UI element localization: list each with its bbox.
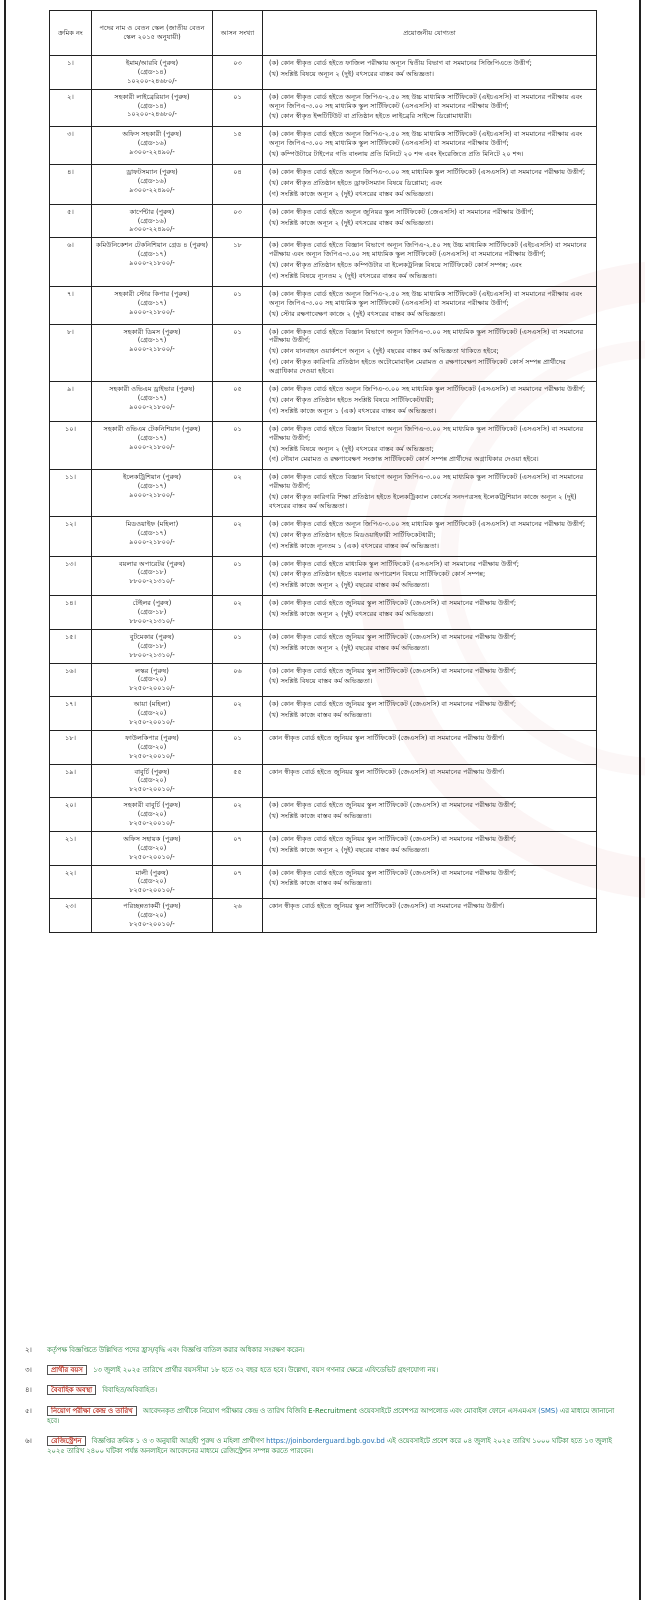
cell-seats: ০১ [213,286,263,324]
cell-seats: ০১ [213,89,263,127]
table-row [50,629,597,663]
post-scale: ৯০০০-২১৮০০/- [129,537,175,546]
post-scale: ৯০০০-২১৮০০/- [129,307,175,316]
qualification-line: (খ) কোন স্বীকৃত প্রতিষ্ঠান হইতে ড্রাফটসম্যান বিষয়ে ডিপ্লোমা; এবং [269,178,443,187]
table-header-row [50,11,597,56]
cell-seats: ০২ [213,470,263,517]
qualification-line: (খ) কোন স্বীকৃত প্রতিষ্ঠান হইতে কম্পিউটার বা ইলেকট্রনিক্স বিষয়ে সার্টিফিকেট কোর্স সম্পন্ন; এবং [269,261,522,270]
cell-sl: ৩। [50,127,92,165]
table-row [50,286,597,324]
post-grade: (গ্রেড-১৭) [137,250,167,259]
post-scale: ৯০০০-২১৮০০/- [129,259,175,268]
post-scale: ৯৩০০-২২৪৯০/- [129,148,175,157]
qualification-line: (খ) সংশ্লিষ্ট বিষয়ে অন্যূন ২ (দুই) বৎসরের বাস্তব কর্ম অভিজ্ঞতা। [269,69,434,78]
cell-sl: ১৯। [50,764,92,798]
cell-sl: ৭। [50,286,92,324]
table-row [50,324,597,381]
table-row [50,596,597,630]
post-scale: ৮২৫০-২০০১০/- [129,920,175,929]
post-name: সহকারী ওভিএম টেকনিশিয়ান (পুরুষ) [103,424,201,433]
post-scale: ৮৮০০-২১৩১০/- [129,616,175,625]
note-text: বিবাহিত/অবিবাহিত। [102,1386,158,1395]
cell-seats: ০৭ [213,865,263,899]
cell-qualification [263,204,597,238]
note-4 [25,1385,625,1395]
cell-sl: ১১। [50,470,92,517]
cell-post [92,382,213,422]
qualification-line: (গ) সংশ্লিষ্ট কাজে অন্যূন ১ (এক) বৎসরের বাস্তব কর্ম অভিজ্ঞতা। [269,406,437,415]
qualification-line: কোন স্বীকৃত বোর্ড হইতে জুনিয়র স্কুল সার্টিফিকেট (জেএসসি) বা সমমানের পরীক্ষায় উত্তীর্ণ। [269,767,505,776]
qualification-line: (ক) কোন স্বীকৃত বোর্ড হইতে বিজ্ঞান বিভাগে অন্যূন জিপিএ-২.৫০ সহ উচ্চ মাধ্যমিক সার্টিফিকেট (এইচএসসি) বা সমমানের পরীক্ষায় এবং অন্যূন জিপিএ-৩.০০ সহ মাধ্যমিক স্কুল সার্টিফিকেট (এসএসসি) বা সমমানের পরীক্ষায় উত্তীর্ণ; [269,241,587,259]
post-grade: (গ্রেড-১৬) [137,176,167,185]
qualification-line: (খ) সংশ্লিষ্ট কাজে অন্যূন ২ (দুই) বৎসরের বাস্তব কর্ম অভিজ্ঞতা। [269,218,434,227]
post-grade: (গ্রেড-১৬) [137,216,167,225]
cell-post [92,324,213,381]
cell-post [92,56,213,90]
cell-seats: ০১ [213,421,263,470]
qualification-line: (ক) কোন স্বীকৃত বোর্ড হইতে অন্যূন জিপিএ-২.৫০ সহ উচ্চ মাধ্যমিক সার্টিফিকেট (এইচএসসি) বা সমমানের পরীক্ষায় এবং অন্যূন জিপিএ-৩.০০ সহ মাধ্যমিক স্কুল সার্টিফিকেট (এসএসসি) বা সমমানের পরীক্ষায় উত্তীর্ণ; [269,92,583,110]
cell-sl: ৬। [50,238,92,287]
qualification-line: (খ) কোন স্বীকৃত প্রতিষ্ঠান হইতে বয়লার অপারেশন বিষয়ে সার্টিফিকেট কোর্স সম্পন্ন; [269,570,486,579]
posts-table [49,10,597,933]
note-2 [25,1345,625,1355]
cell-qualification [263,127,597,165]
qualification-line: (খ) কোন স্বীকৃত ইন্সটিটিউট বা প্রতিষ্ঠান হইতে লাইব্রেরি সাইন্সে ডিপ্লোমাধারী। [269,112,472,121]
post-grade: (গ্রেড-১৭) [137,298,167,307]
post-grade: (গ্রেড-২০) [137,675,167,684]
cell-seats: ১৫ [213,127,263,165]
qualification-line: (খ) সংশ্লিষ্ট বিষয়ে বাস্তব কর্ম অভিজ্ঞতা। [269,677,373,686]
cell-qualification [263,899,597,933]
table-row [50,382,597,422]
header-sl: ক্রমিক নং [50,11,92,56]
cell-sl: ২। [50,89,92,127]
cell-sl: ১৮। [50,730,92,764]
post-name: কমিউনিকেশন টেকনিশিয়ান গ্রেড ৪ (পুরুষ) [96,241,208,250]
qualification-line: (ক) কোন স্বীকৃত বোর্ড হইতে অন্যূন জিপিএ-৩.০০ সহ মাধ্যমিক স্কুল সার্টিফিকেট (এসএসসি) বা সমমানের পরীক্ষায় উত্তীর্ণ; [269,385,586,394]
cell-post [92,238,213,287]
note-sms: (SMS) [538,1406,558,1415]
post-scale: ১০২০০-২৪৬৮০/- [127,76,177,85]
qualification-line: (ক) কোন স্বীকৃত বোর্ড হইতে জুনিয়র স্কুল সার্টিফিকেট (জেএসসি) বা সমমানের পরীক্ষায় উত্তীর্ণ; [269,834,517,843]
cell-seats: ২৬ [213,899,263,933]
qualification-line: (ক) কোন স্বীকৃত বোর্ড হইতে জুনিয়র স্কুল সার্টিফিকেট (জেএসসি) বা সমমানের পরীক্ষায় উত্তীর্ণ; [269,632,517,641]
post-name: সহকারী ওভিএম ড্রাইভার (পুরুষ) [109,385,195,394]
post-grade: (গ্রেড-১৭) [137,482,167,491]
qualification-line: (গ) সংশ্লিষ্ট কাজে ন্যূনতম ১ (এক) বৎসরের বাস্তব কর্ম অভিজ্ঞতা। [269,541,439,550]
cell-post [92,865,213,899]
cell-sl: ১০। [50,421,92,470]
cell-seats: ০২ [213,798,263,832]
post-name: মিডওয়াইফ (মহিলা) [125,519,179,528]
note-label-exam: নিয়োগ পরীক্ষা কেন্দ্র ও তারিখ [47,1406,137,1416]
qualification-line: (ক) কোন স্বীকৃত বোর্ড হইতে মাধ্যমিক স্কুল সার্টিফিকেট (এসএসসি) বা সমমানের পরীক্ষায় উত্তীর্ণ; [269,559,520,568]
cell-post [92,764,213,798]
qualification-line: (খ) স্টোর রক্ষণাবেক্ষণ কাজে ২ (দুই) বৎসরের বাস্তব কর্ম অভিজ্ঞতা। [269,309,446,318]
cell-qualification [263,470,597,517]
post-grade: (গ্রেড-১৪) [137,101,167,110]
cell-sl: ১৬। [50,663,92,697]
cell-qualification [263,798,597,832]
qualification-line: (খ) সংশ্লিষ্ট কাজে বাস্তব কর্ম অভিজ্ঞতা। [269,711,372,720]
cell-qualification [263,421,597,470]
header-seats: আসন সংখ্যা [213,11,263,56]
qualification-line: (ক) কোন স্বীকৃত বোর্ড হইতে জুনিয়র স্কুল সার্টিফিকেট (জেএসসি) বা সমমানের পরীক্ষায় উত্তীর্ণ; [269,599,517,608]
post-scale: ৮২৫০-২০০১০/- [129,785,175,794]
table-row [50,89,597,127]
table-row [50,238,597,287]
header-qualification: প্রয়োজনীয় যোগ্যতা [263,11,597,56]
qualification-line: (খ) কোন স্বীকৃত কারিগরি শিক্ষা প্রতিষ্ঠান হইতে ইলেকট্রিক্যাল কোর্সের সনদপত্রসহ ইলেকট্রিশিয়ান কাজে অন্যূন ২ (দুই) বৎসরের বাস্তব কর্ম অভিজ্ঞতা। [269,493,577,510]
qualification-line: (ক) কোন স্বীকৃত বোর্ড হইতে অন্যূন জিপিএ-২.৫০ সহ উচ্চ মাধ্যমিক সার্টিফিকেট (এইচএসসি) বা সমমানের পরীক্ষায় এবং অন্যূন জিপিএ-৩.০০ সহ মাধ্যমিক স্কুল সার্টিফিকেট (এসএসসি) বা সমমানের পরীক্ষায় উত্তীর্ণ; [269,130,583,148]
qualification-line: (ক) কোন স্বীকৃত বোর্ড হইতে জুনিয়র স্কুল সার্টিফিকেট (জেএসসি) বা সমমানের পরীক্ষায় উত্তীর্ণ; [269,700,517,709]
post-scale: ৮২৫০-২০০১০/- [129,819,175,827]
qualification-line: (গ) কোন স্বীকৃত কারিগরি প্রতিষ্ঠান হইতে অটোমোবাইল মেরামত ও রক্ষণাবেক্ষণ সার্টিফিকেট কোর্স সম্পন্ন প্রার্থীদের অগ্রাধিকার দেওয়া হইবে। [269,358,566,376]
note-label-marital: বৈবাহিক অবস্থা [47,1385,96,1395]
post-scale: ৯৩০০-২২৪৯০/- [129,185,175,194]
cell-sl: ১৩। [50,556,92,596]
post-grade: (গ্রেড-২০) [137,810,167,819]
cell-qualification [263,730,597,764]
qualification-line: (খ) সংশ্লিষ্ট কাজে বাস্তব কর্ম অভিজ্ঞতা। [269,879,372,888]
cell-sl: ২০। [50,798,92,832]
post-name: কার্পেন্টার (পুরুষ) [129,207,175,216]
qualification-line: (ক) কোন স্বীকৃত বোর্ড হইতে বিজ্ঞান বিভাগে অন্যূন জিপিএ-৩.০০ সহ মাধ্যমিক স্কুল সার্টিফিকেট (এসএসসি) বা সমমানের পরীক্ষায় উত্তীর্ণ; [269,473,584,491]
page-border-left [4,0,6,1600]
post-scale: ৮২৫০-২০০১০/- [129,852,175,861]
cell-post [92,165,213,205]
qualification-line: (ক) কোন স্বীকৃত বোর্ড হইতে জুনিয়র স্কুল সার্টিফিকেট (জেএসসি) বা সমমানের পরীক্ষায় উত্তীর্ণ; [269,666,517,675]
note-text: ১৩ জুলাই ২০২৫ তারিখে প্রার্থীর বয়সসীমা ১৮ হতে ৩২ বছর হতে হবে। উল্লেখ্য, বয়স গণনার ক্ষেত্রে এফিডেভিট গ্রহণযোগ্য নয়। [92,1366,439,1375]
qualification-line: (ক) কোন স্বীকৃত বোর্ড হইতে জুনিয়র স্কুল সার্টিফিকেট (জেএসসি) বা সমমানের পরীক্ষায় উত্তীর্ণ; [269,801,517,810]
post-scale: ৮৮০০-২১৩১০/- [129,650,175,659]
post-name: মালী (পুরুষ) [135,868,169,877]
note-text: এই ওয়েবসাইটে প্রবেশ করে ০৪ জুলাই ২০২৫ তারিখ ১০০০ ঘটিকা হতে ১৩ জুলাই ২০২৫ তারিখ ২৪০০ ঘটিকা পর্যন্ত অনলাইনে আবেদনের মাধ্যমে রেজিস্ট্রেশন সম্পন্ন করতে পারবেন। [47,1436,612,1456]
cell-post [92,831,213,865]
post-name: সহকারী স্টোর কিপার (পুরুষ) [114,289,190,298]
post-grade: (গ্রেড-১৭) [137,336,167,345]
table-row [50,798,597,832]
post-scale: ৯০০০-২১৮০০/- [129,345,175,354]
cell-qualification [263,865,597,899]
note-number: ৩। [25,1366,32,1375]
table-row [50,663,597,697]
cell-post [92,629,213,663]
qualification-line: (খ) সংশ্লিষ্ট কাজে অন্যূন ২ (দুই) বছরের বাস্তব কর্ম অভিজ্ঞতা। [269,845,430,854]
cell-post [92,556,213,596]
cell-seats: ০১ [213,556,263,596]
qualification-line: (খ) সংশ্লিষ্ট কাজে বাস্তব কর্ম অভিজ্ঞতা। [269,812,372,821]
post-scale: ৯৩০০-২২৪৯০/- [129,225,175,234]
post-name: বয়লার অপারেটর (পুরুষ) [118,559,186,568]
note-number: ২। [25,1346,32,1354]
post-name: বাবুর্চি (পুরুষ) [134,767,170,776]
qualification-line: (ক) কোন স্বীকৃত বোর্ড হইতে ফাজিল পরীক্ষায় অন্যূন দ্বিতীয় বিভাগ বা সমমানের সিজিপিএতে উত্তীর্ণ; [269,59,532,67]
cell-post [92,89,213,127]
note-text: বিজ্ঞপ্তির ক্রমিক ১ ও ৩ অনুযায়ী আগ্রহী পুরুষ ও মহিলা প্রার্থীগণ [91,1436,264,1445]
cell-post [92,663,213,697]
cell-seats: ০৪ [213,165,263,205]
cell-post [92,516,213,556]
table-row [50,56,597,90]
post-name: ড্রাফটসম্যান (পুরুষ) [126,168,178,177]
cell-post [92,421,213,470]
post-grade: (গ্রেড-১৮) [137,568,167,577]
post-name: ইমাম/আরবি (পুরুষ) [125,59,179,67]
cell-post [92,899,213,933]
table-row [50,516,597,556]
cell-qualification [263,764,597,798]
cell-qualification [263,831,597,865]
note-number: ৪। [25,1386,32,1395]
post-name: পরিচ্ছন্নতাকর্মী (পুরুষ) [123,902,181,911]
note-3 [25,1365,625,1375]
qualification-line: কোন স্বীকৃত বোর্ড হইতে জুনিয়র স্কুল সার্টিফিকেট (জেএসসি) বা সমমানের পরীক্ষায় উত্তীর্ণ। [269,733,505,742]
post-name: সহকারী লাইব্রেরিয়ান (পুরুষ) [114,92,190,101]
cell-post [92,286,213,324]
table-row [50,831,597,865]
post-name: টেইলর (পুরুষ) [132,599,172,608]
qualification-line: (খ) কম্পিউটারে টাইপের গতি বাংলায় প্রতি মিনিটে ২০ শব্দ এবং ইংরেজিতে প্রতি মিনিটে ২০ শব্দ। [269,150,524,159]
cell-qualification [263,516,597,556]
cell-seats: ০১ [213,730,263,764]
cell-sl: ২১। [50,831,92,865]
cell-seats: ১৮ [213,238,263,287]
cell-qualification [263,629,597,663]
post-name: বুটমেকার (পুরুষ) [129,632,175,641]
note-number: ৫। [25,1406,32,1415]
cell-seats: ০১ [213,629,263,663]
cell-sl: ১৭। [50,697,92,731]
post-grade: (গ্রেড-১৬) [137,139,167,148]
cell-post [92,697,213,731]
post-grade: (গ্রেড-২০) [137,843,167,852]
cell-seats: ০৩ [213,56,263,90]
cell-seats: ৫৫ [213,764,263,798]
cell-post [92,204,213,238]
note-5 [25,1406,625,1426]
cell-qualification [263,165,597,205]
table-row [50,697,597,731]
qualification-line: (ক) কোন স্বীকৃত বোর্ড হইতে অন্যূন জিপিএ-৩.০০ সহ মাধ্যমিক স্কুল সার্টিফিকেট (এসএসসি) বা সমমানের পরীক্ষায় উত্তীর্ণ; [269,168,586,177]
cell-sl: ৯। [50,382,92,422]
post-name: অফিস সহকারী (পুরুষ) [122,130,182,139]
cell-seats: ০৩ [213,204,263,238]
note-text: কর্তৃপক্ষ বিজ্ঞপ্তিতে উল্লিখিত পদের হ্রাস/বৃদ্ধি এবং বিজ্ঞপ্তি বাতিল করার অধিকার সংরক্ষণ করেন। [47,1346,305,1354]
cell-qualification [263,382,597,422]
post-grade: (গ্রেড-২০) [137,877,167,886]
cell-seats: ০২ [213,596,263,630]
qualification-line: (ক) কোন স্বীকৃত বোর্ড হইতে অন্যূন জিপিএ-২.৫০ সহ উচ্চ মাধ্যমিক সার্টিফিকেট (এইচএসসি) বা সমমানের পরীক্ষায় এবং অন্যূন জিপিএ-৩.০০ সহ মাধ্যমিক স্কুল সার্টিফিকেট (এসএসসি) বা সমমানের পরীক্ষায় উত্তীর্ণ; [269,289,583,307]
table-body [50,56,597,933]
post-grade: (গ্রেড-২০) [137,911,167,920]
cell-post [92,470,213,517]
cell-sl: ১। [50,56,92,90]
note-text: এর মাধ্যমে জানানো হবে। [47,1406,615,1425]
qualification-line: (খ) কোন স্বীকৃত প্রতিষ্ঠান হইতে মিডওয়াইফারী সার্টিফিকেটধারী; [269,530,436,539]
post-name: ফাউলকিপার (পুরুষ) [125,733,179,742]
table-row [50,421,597,470]
post-scale: ৮৮০০-২১৩১০/- [129,577,175,586]
cell-post [92,127,213,165]
post-scale: ৯০০০-২১৮০০/- [129,491,175,500]
qualification-line: (ক) কোন স্বীকৃত বোর্ড হইতে বিজ্ঞান বিভাগে অন্যূন জিপিএ-৩.০০ সহ মাধ্যমিক স্কুল সার্টিফিকেট (এসএসসি) বা সমমানের পরীক্ষায় উত্তীর্ণ; [269,424,584,442]
qualification-line: (ক) কোন স্বীকৃত বোর্ড হইতে বিজ্ঞান বিভাগে অন্যূন জিপিএ-৩.০০ সহ মাধ্যমিক স্কুল সার্টিফিকেট (এসএসসি) বা সমমানের পরীক্ষায় উত্তীর্ণ; [269,327,584,345]
note-number: ৬। [25,1436,32,1445]
post-name: অফিস সহায়ক (পুরুষ) [123,834,181,843]
post-grade: (গ্রেড-১৭) [137,393,167,402]
post-grade: (গ্রেড-১৭) [137,433,167,442]
qualification-line: (ক) কোন স্বীকৃত বোর্ড হইতে জুনিয়র স্কুল সার্টিফিকেট (জেএসসি) বা সমমানের পরীক্ষায় উত্তীর্ণ; [269,868,517,877]
post-grade: (গ্রেড-২০) [137,776,167,785]
post-scale: ৮২৫০-২০০১০/- [129,717,175,726]
note-6 [25,1436,625,1456]
post-name: লস্কর (পুরুষ) [135,666,169,675]
qualification-line: (গ) সংশ্লিষ্ট বিষয়ে ন্যূনতম ২ (দুই) বৎসরের বাস্তব কর্ম অভিজ্ঞতা। [269,272,437,281]
table-row [50,556,597,596]
qualification-line: (ক) কোন স্বীকৃত বোর্ড হইতে অন্যূন জিপিএ-৩.০০ সহ মাধ্যমিক স্কুল সার্টিফিকেট (এসএসসি) বা সমমানের পরীক্ষায় উত্তীর্ণ; [269,519,586,528]
cell-post [92,730,213,764]
table-row [50,204,597,238]
cell-sl: ২৩। [50,899,92,933]
cell-sl: ১৪। [50,596,92,630]
post-scale: ৮২৫০-২০০১০/- [129,684,175,693]
post-scale: ৯০০০-২১৮০০/- [129,442,175,451]
qualification-line: (গ) সংশ্লিষ্ট কাজে অন্যূন ২ (দুই) বৎসরের বাস্তব কর্ম অভিজ্ঞতা। [269,189,434,198]
table-row [50,865,597,899]
cell-qualification [263,56,597,90]
table-row [50,127,597,165]
cell-qualification [263,324,597,381]
note-label-registration: রেজিস্ট্রেশন [47,1436,86,1446]
table-row [50,470,597,517]
post-scale: ৮২৫০-২০০১০/- [129,751,175,760]
post-grade: (গ্রেড-১৮) [137,608,167,617]
cell-sl: ৮। [50,324,92,381]
cell-seats: ০২ [213,516,263,556]
cell-qualification [263,238,597,287]
post-scale: ৯০০০-২১৮০০/- [129,402,175,411]
cell-sl: ৫। [50,204,92,238]
qualification-line: (খ) কোন যানবাহন ওয়ার্কশপে অন্যূন ২ (দুই) বছরের বাস্তব কর্ম অভিজ্ঞতা থাকিতে হইবে; [269,347,499,356]
table-row [50,165,597,205]
qualification-line: (খ) সংশ্লিষ্ট কাজে অন্যূন ২ (দুই) বছরের বাস্তব কর্ম অভিজ্ঞতা। [269,643,430,652]
post-name: সহকারী ডিমস (পুরুষ) [123,327,181,336]
qualification-line: (খ) কোন স্বীকৃত প্রতিষ্ঠান হইতে সংশ্লিষ্ট বিষয়ে সার্টিফিকেটধারী; [269,395,434,404]
page-border-right [639,0,641,1600]
cell-qualification [263,556,597,596]
post-grade: (গ্রেড-২০) [137,742,167,751]
table-row [50,899,597,933]
cell-seats: ০১ [213,324,263,381]
qualification-line: (খ) সংশ্লিষ্ট বিষয়ে অন্যূন ২ (দুই) বৎসরের বাস্তব কর্ম অভিজ্ঞতা; [269,444,434,453]
cell-sl: ৪। [50,165,92,205]
header-post: পদের নাম ও বেতন স্কেল (জাতীয় বেতন স্কেল ২০১৫ অনুযায়ী) [92,11,213,56]
qualification-line: কোন স্বীকৃত বোর্ড হইতে জুনিয়র স্কুল সার্টিফিকেট (জেএসসি) বা সমমানের পরীক্ষায় উত্তীর্ণ। [269,902,505,911]
qualification-line: (ক) কোন স্বীকৃত বোর্ড হইতে অন্যূন জুনিয়র স্কুল সার্টিফিকেট (জেএসসি) বা সমমানের পরীক্ষায় উত্তীর্ণ; [269,207,534,216]
cell-seats: ০৬ [213,663,263,697]
post-name: আয়া (মহিলা) [133,700,171,709]
cell-post [92,798,213,832]
cell-sl: ২২। [50,865,92,899]
post-scale: ৮২৫০-২০০১০/- [129,886,175,895]
cell-seats: ০৭ [213,831,263,865]
qualification-line: (গ) নৌযান মেরামত ও রক্ষণাবেক্ষণ সংক্রান্ত সার্টিফিকেট কোর্স সম্পন্ন প্রার্থীদের অগ্রাধিকার দেওয়া হইবে। [269,455,539,464]
note-text: আবেদনকৃত প্রার্থীকে নিয়োগ পরীক্ষার কেন্দ্র ও তারিখ বিজিবি E-Recruitment ওয়েবসাইটে প্রবেশপত্র আপলোড এবং মোবাইল ফোনে এসএমএস [142,1406,536,1415]
cell-sl: ১৫। [50,629,92,663]
post-grade: (গ্রেড-২০) [137,709,167,718]
cell-seats: ০২ [213,697,263,731]
post-name: ইলেকট্রিশিয়ান (পুরুষ) [122,473,182,482]
cell-qualification [263,596,597,630]
notes-section [25,1345,625,1466]
qualification-line: (গ) সংশ্লিষ্ট কাজে অন্যূন ২ (দুই) বছরের বাস্তব কর্ম অভিজ্ঞতা। [269,581,430,590]
cell-sl: ১২। [50,516,92,556]
cell-seats: ০৫ [213,382,263,422]
post-grade: (গ্রেড-১৭) [137,528,167,537]
registration-link[interactable]: https://joinborderguard.bgb.gov.bd [266,1436,385,1445]
post-grade: (গ্রেড-১৮) [137,641,167,650]
cell-qualification [263,286,597,324]
note-label-age: প্রার্থীর বয়স [47,1365,87,1375]
post-scale: ১০২০০-২৪৬৮০/- [127,110,177,119]
table-row [50,764,597,798]
cell-post [92,596,213,630]
cell-qualification [263,663,597,697]
qualification-line: (খ) সংশ্লিষ্ট কাজে অন্যূন ২ (দুই) বৎসরের বাস্তব কর্ম অভিজ্ঞতা। [269,610,434,619]
post-grade: (গ্রেড-১৪) [137,67,167,76]
post-name: সহকারী বাবুর্চি (পুরুষ) [123,801,181,810]
table-row [50,730,597,764]
cell-qualification [263,89,597,127]
cell-qualification [263,697,597,731]
